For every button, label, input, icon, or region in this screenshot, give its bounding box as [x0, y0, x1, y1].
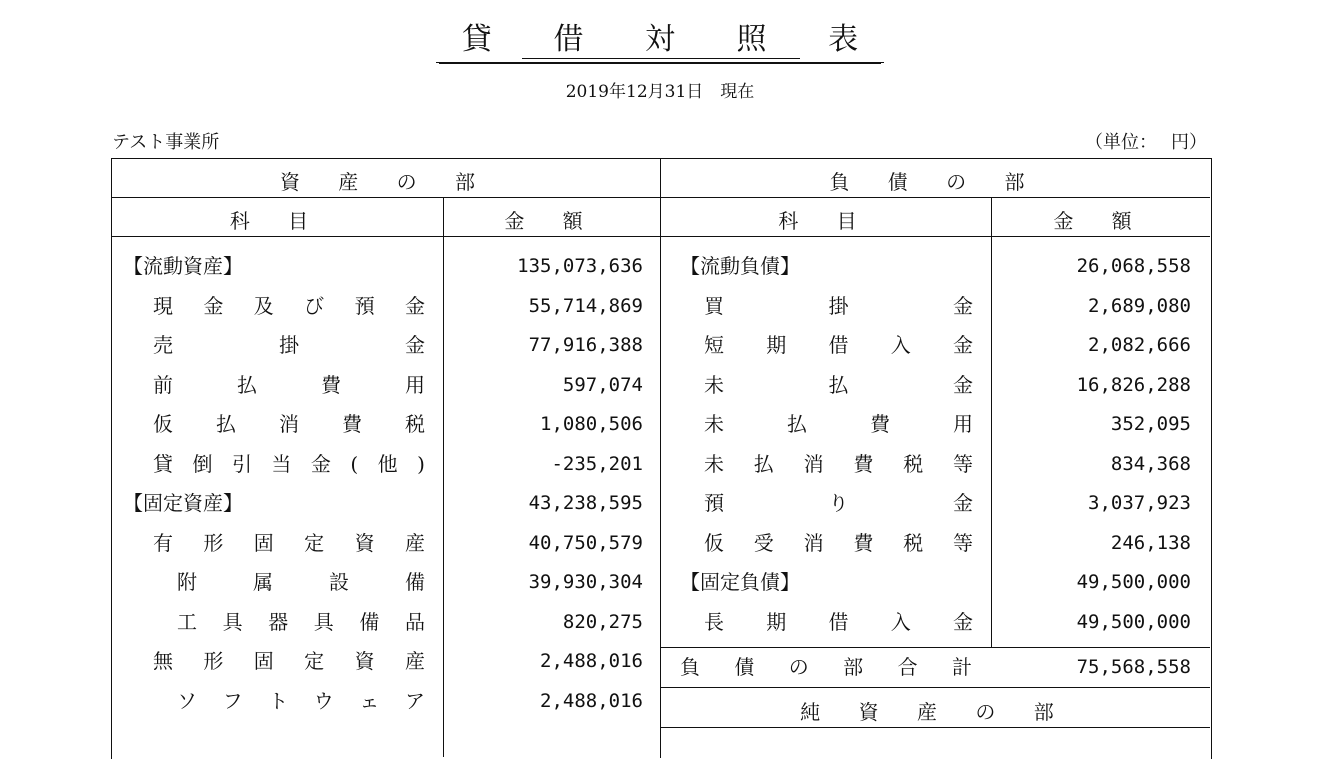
table-row — [111, 247, 660, 286]
table-row — [660, 603, 1210, 642]
assets-amount-column-header: 金 額 — [504, 209, 599, 233]
row-amount: 49,500,000 — [1076, 610, 1191, 633]
row-amount: 352,095 — [1110, 413, 1191, 435]
row-amount: 43,238,595 — [528, 492, 643, 514]
row-label: ソ フ ト ウ ェ ア — [177, 688, 425, 713]
row-amount: 135,073,636 — [517, 255, 643, 277]
row-label: 【流動資産】 — [123, 254, 243, 278]
table-row — [111, 287, 660, 326]
row-label: 【流動負債】 — [680, 254, 800, 278]
row-amount: 597,074 — [562, 373, 643, 396]
table-row — [111, 603, 660, 642]
row-amount: -235,201 — [551, 452, 643, 475]
table-row — [111, 563, 660, 602]
table-divider — [660, 687, 1210, 688]
row-amount: 834,368 — [1110, 452, 1191, 475]
row-amount: 246,138 — [1110, 531, 1191, 554]
table-row — [111, 484, 660, 523]
table-row — [111, 642, 660, 681]
row-label: 買 掛 金 — [704, 293, 973, 318]
row-amount: 2,488,016 — [540, 689, 643, 712]
assets-section-heading: 資 産 の 部 — [279, 170, 492, 194]
row-amount: 49,500,000 — [1076, 571, 1191, 593]
table-divider — [660, 727, 1210, 728]
liabilities-total-amount: 75,568,558 — [1076, 656, 1191, 678]
row-amount: 40,750,579 — [528, 531, 643, 554]
row-label: 現 金 及 び 預 金 — [153, 293, 425, 318]
row-label: 附 属 設 備 — [177, 570, 425, 594]
table-row — [660, 326, 1210, 365]
row-amount: 2,689,080 — [1088, 294, 1191, 317]
table-row — [660, 247, 1210, 286]
table-row — [660, 445, 1210, 484]
table-row — [111, 366, 660, 405]
row-amount: 55,714,869 — [528, 294, 643, 317]
row-label: 【固定負債】 — [680, 570, 800, 594]
table-row — [660, 563, 1210, 602]
title-double-underline — [522, 58, 800, 59]
row-label: 預 り 金 — [704, 491, 973, 515]
unit-label: （単位： 円） — [1085, 132, 1207, 153]
table-row — [660, 287, 1210, 326]
row-label: 仮 払 消 費 税 — [153, 412, 425, 436]
row-label: 工 具 器 具 備 品 — [177, 609, 425, 634]
table-row — [660, 366, 1210, 405]
table-row — [111, 682, 660, 721]
liabilities-total-row — [660, 648, 1210, 687]
row-label: 未 払 消 費 税 等 — [704, 451, 973, 476]
table-row — [111, 326, 660, 365]
assets-item-column-header: 科 目 — [229, 209, 325, 233]
liabilities-amount-column-header: 金 額 — [1053, 209, 1148, 233]
row-label: 仮 受 消 費 税 等 — [704, 530, 973, 555]
row-amount: 2,488,016 — [540, 650, 643, 672]
as-of-date: 2019年12月31日 現在 — [565, 82, 755, 102]
row-amount: 26,068,558 — [1076, 255, 1191, 277]
row-amount: 16,826,288 — [1076, 373, 1191, 396]
table-row — [660, 484, 1210, 523]
row-label: 未 払 金 — [704, 372, 973, 397]
row-label: 長 期 借 入 金 — [704, 609, 973, 634]
row-amount: 77,916,388 — [528, 334, 643, 356]
table-row — [111, 445, 660, 484]
document-title: 貸 借 対 照 表 — [0, 14, 1320, 63]
row-label: 未 払 費 用 — [704, 412, 973, 436]
row-amount: 39,930,304 — [528, 571, 643, 593]
table-row — [111, 405, 660, 444]
liabilities-item-column-header: 科 目 — [778, 209, 873, 233]
table-row — [660, 405, 1210, 444]
row-label: 【固定資産】 — [123, 491, 243, 515]
row-label: 前 払 費 用 — [153, 372, 425, 397]
row-amount: 820,275 — [562, 610, 643, 633]
net-assets-section-heading: 純 資 産 の 部 — [800, 700, 1070, 724]
row-label: 有 形 固 定 資 産 — [153, 530, 425, 555]
row-label: 貸 倒 引 当 金 ( 他 ) — [153, 451, 425, 476]
table-row — [660, 524, 1210, 563]
liabilities-total-label: 負 債 の 部 合 計 — [680, 655, 972, 679]
row-label: 無 形 固 定 資 産 — [153, 649, 425, 673]
liabilities-section-heading: 負 債 の 部 — [829, 170, 1041, 194]
row-label: 売 掛 金 — [153, 333, 425, 357]
row-amount: 1,080,506 — [540, 413, 643, 435]
row-amount: 2,082,666 — [1088, 334, 1191, 356]
table-row — [111, 524, 660, 563]
company-name: テスト事業所 — [112, 132, 220, 153]
row-label: 短 期 借 入 金 — [704, 333, 973, 357]
row-amount: 3,037,923 — [1088, 492, 1191, 514]
